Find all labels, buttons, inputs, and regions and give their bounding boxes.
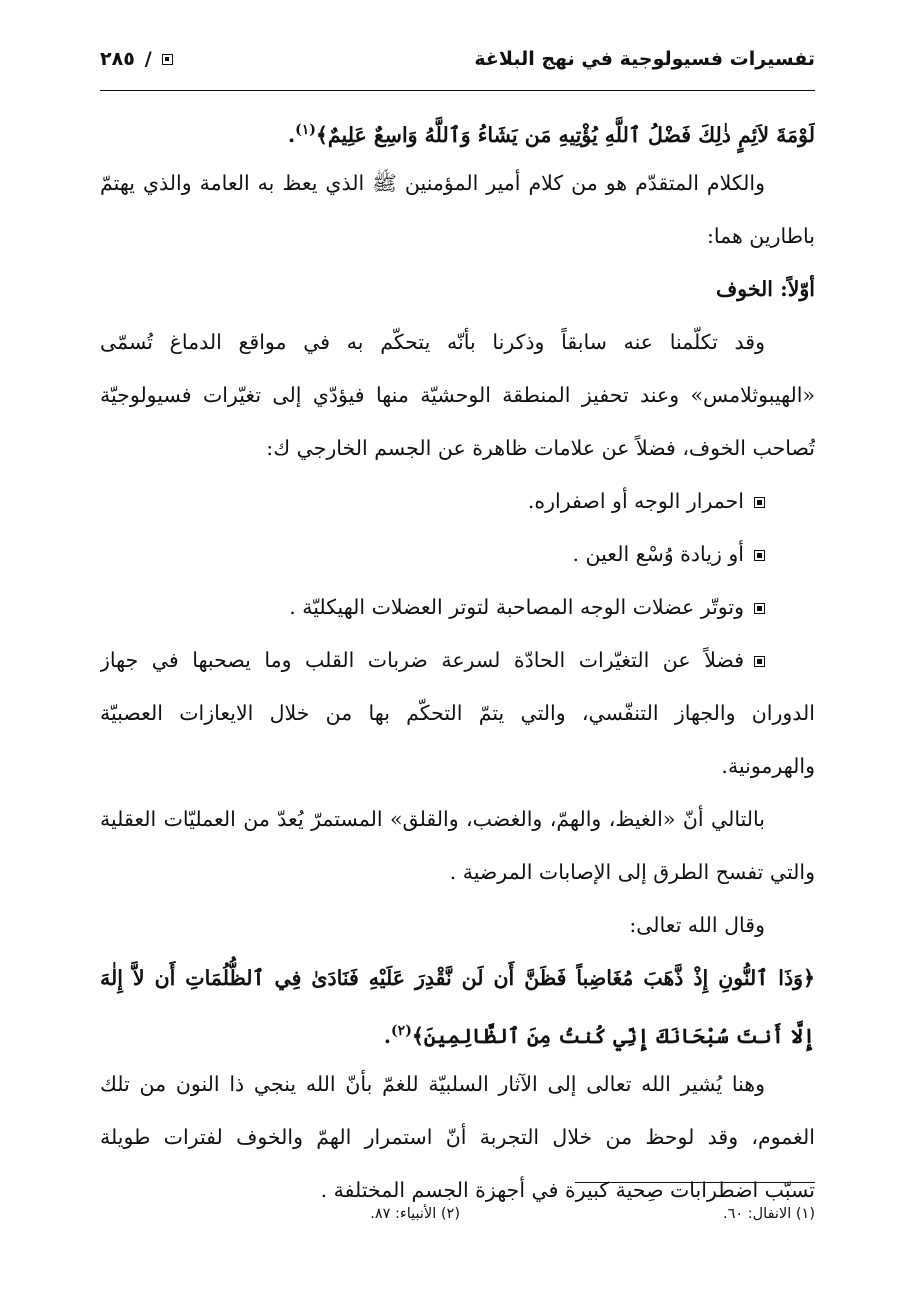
square-bullet-icon bbox=[754, 603, 765, 614]
list-item: أو زيادة وُسْع العين . bbox=[100, 528, 815, 581]
paragraph-line: وقد تكلّمنا عنه سابقاً وذكرنا بأنّه يتحكّم به في مواقع الدماغ تُسمّى bbox=[100, 330, 765, 354]
page-number: ٢٨٥ bbox=[100, 48, 135, 70]
paragraph-line: بالتالي أنّ «الغيظ، والهمّ، والغضب، والقلق» المستمرّ يُعدّ من العمليّات العقلية bbox=[100, 807, 765, 831]
footnote-rule bbox=[575, 1182, 815, 1183]
paragraph-line: والهرمونية. bbox=[721, 754, 815, 778]
quran-verse-line: لَوْمَةَ لاَئِمٍ ذٰلِكَ فَضْلُ ٱللَّهِ يُؤْتِيهِ مَن يَشَاءُ وَٱللَّهُ وَاسِعٌ عَلِيمٌ﴾$^{(١)}$. bbox=[287, 122, 815, 147]
paragraph-line: والكلام المتقدّم هو من كلام أمير المؤمنين ﷺ الذي يعظ به العامة والذي يهتمّ bbox=[100, 171, 765, 195]
footnote-ref-1: (١) bbox=[295, 122, 316, 138]
paragraph-line: الدوران والجهاز التنفّسي، والتي يتمّ التحكّم بها من خلال الايعازات العصبيّة bbox=[100, 701, 815, 725]
paragraph-line: تُصاحب الخوف، فضلاً عن علامات ظاهرة عن الجسم الخارجي ك: bbox=[266, 436, 815, 460]
paragraph-line: وقال الله تعالى: bbox=[629, 913, 765, 937]
square-bullet-icon bbox=[754, 656, 765, 667]
running-title: تفسيرات فسيولوجية في نهج البلاغة bbox=[474, 48, 815, 70]
page-header bbox=[100, 44, 815, 80]
paragraph-line: باطارين هما: bbox=[706, 224, 815, 248]
square-bullet-icon bbox=[754, 550, 765, 561]
paragraph-line: تسبّب اضطرابات صِحية كبيرة في أجهزة الجسم المختلفة . bbox=[320, 1178, 815, 1202]
paragraph-line: والتي تفسح الطرق إلى الإصابات المرضية . bbox=[449, 860, 815, 884]
page-number-block bbox=[100, 48, 173, 70]
square-bullet-icon bbox=[162, 54, 173, 65]
page-body bbox=[100, 104, 815, 1217]
footnote-1: (١) الانفال: ٦٠. bbox=[722, 1206, 815, 1222]
list-item: فضلاً عن التغيّرات الحادّة لسرعة ضربات القلب وما يصحبها في جهاز bbox=[100, 634, 815, 687]
page-number-separator: / bbox=[144, 48, 152, 70]
footnote-2: (٢) الأنبياء: ٨٧. bbox=[370, 1206, 460, 1222]
paragraph-line: الغموم، وقد لوحظ من خلال التجربة أنّ استمرار الهمّ والخوف لفترات طويلة bbox=[100, 1125, 815, 1149]
section-heading: أوّلاً: الخوف bbox=[715, 277, 815, 301]
quran-verse-line: إِلَّا أَنتَ سُبْحَانَكَ إِنِّي كُنتُ مِنَ ٱلظَّالِمِينَ﴾$^{(٢)}$. bbox=[383, 1023, 815, 1048]
quran-verse-line: ﴿وَذَا ٱلنُّونِ إِذْ ذَّهَبَ مُغَاضِباً فَظَنَّ أَن لَن نَّقْدِرَ عَلَيْهِ فَنَادَىٰ فِي ٱلظُّلُمَاتِ أَن لاَّ إِلٰهَ bbox=[100, 966, 815, 990]
footnote-ref-2: (٢) bbox=[391, 1023, 412, 1039]
square-bullet-icon bbox=[754, 497, 765, 508]
header-rule bbox=[100, 90, 815, 91]
list-item: وتوتّر عضلات الوجه المصاحبة لتوتر العضلات الهيكليّة . bbox=[100, 581, 815, 634]
paragraph-line: «الهيبوثلامس» وعند تحفيز المنطقة الوحشيّة منها فيؤدّي إلى تغيّرات فسيولوجيّة bbox=[100, 383, 815, 407]
paragraph-line: وهنا يُشير الله تعالى إلى الآثار السلبيّة للغمّ بأنّ الله ينجي ذا النون من تلك bbox=[100, 1072, 765, 1096]
list-item: احمرار الوجه أو اصفراره. bbox=[100, 475, 815, 528]
